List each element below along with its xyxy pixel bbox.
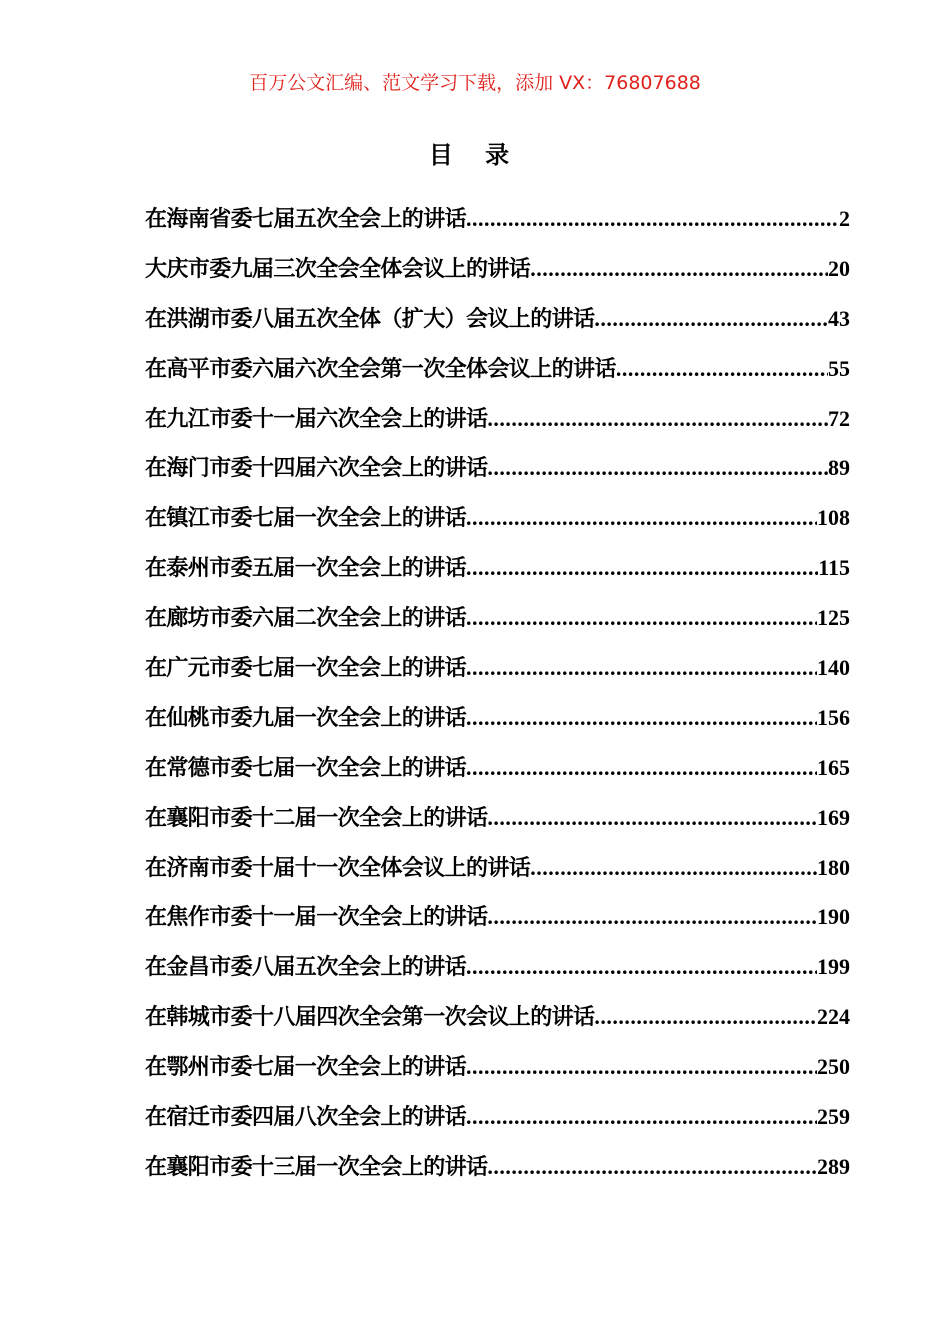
toc-entry-page: 2 [839, 206, 850, 231]
toc-dot-leader [466, 555, 818, 581]
toc-dot-leader [487, 805, 817, 831]
toc-entry[interactable] [145, 1000, 850, 1050]
toc-dot-leader [466, 954, 817, 980]
toc-entry[interactable] [145, 751, 850, 801]
toc-dot-leader [466, 206, 839, 232]
toc-entry[interactable] [145, 1100, 850, 1150]
toc-entry-title: 在襄阳市委十三届一次全会上的讲话 [145, 1154, 488, 1180]
toc-entry-title: 在鄂州市委七届一次全会上的讲话 [145, 1055, 467, 1081]
toc-entry-page: 108 [817, 505, 850, 531]
toc-entry-title: 在韩城市委十八届四次全会第一次会议上的讲话 [145, 1005, 595, 1031]
toc-entry[interactable] [145, 601, 850, 651]
toc-entry[interactable] [145, 701, 850, 751]
toc-entry[interactable] [145, 801, 850, 851]
toc-entry-page: 55 [828, 355, 850, 381]
toc-entry-page: 259 [817, 1104, 850, 1130]
toc-entry-title: 在海门市委十四届六次全会上的讲话 [145, 456, 488, 482]
toc-entry-title: 在九江市委十一届六次全会上的讲话 [145, 406, 488, 432]
toc-list [145, 202, 850, 1200]
toc-dot-leader [466, 705, 817, 731]
toc-entry-page: 156 [817, 704, 850, 730]
toc-dot-leader [466, 755, 817, 781]
toc-entry[interactable] [145, 651, 850, 701]
toc-entry-title: 在焦作市委十一届一次全会上的讲话 [145, 905, 488, 931]
toc-entry[interactable] [145, 551, 850, 601]
toc-entry-page: 20 [828, 255, 850, 281]
toc-entry-page: 125 [817, 605, 850, 631]
toc-dot-leader [487, 904, 817, 930]
toc-entry-title: 在廊坊市委六届二次全会上的讲话 [145, 606, 467, 632]
toc-entry[interactable] [145, 302, 850, 352]
toc-entry[interactable] [145, 1150, 850, 1200]
toc-entry[interactable] [145, 851, 850, 901]
toc-entry[interactable] [145, 900, 850, 950]
toc-entry-page: 140 [817, 655, 850, 681]
toc-entry-title: 在常德市委七届一次全会上的讲话 [145, 755, 467, 781]
toc-entry-page: 224 [817, 1004, 850, 1030]
toc-entry-page: 115 [818, 555, 850, 581]
toc-entry-page: 190 [817, 904, 850, 930]
toc-dot-leader [530, 855, 817, 881]
toc-entry-page: 169 [817, 804, 850, 830]
header-note: 百万公文汇编、范文学习下载，添加 VX：76807688 [249, 72, 701, 94]
toc-entry[interactable] [145, 501, 850, 551]
toc-entry-title: 在济南市委十届十一次全体会议上的讲话 [145, 855, 531, 881]
toc-entry-page: 250 [817, 1054, 850, 1080]
toc-entry-page: 165 [817, 754, 850, 780]
toc-dot-leader [594, 306, 828, 332]
toc-entry-page: 72 [828, 405, 850, 431]
toc-entry-title: 在仙桃市委九届一次全会上的讲话 [145, 705, 467, 731]
toc-entry-title: 在海南省委七届五次全会上的讲话 [145, 207, 467, 232]
toc-entry-page: 89 [828, 455, 850, 481]
toc-entry-page: 199 [817, 954, 850, 980]
toc-entry-title: 在高平市委六届六次全会第一次全体会议上的讲话 [145, 356, 616, 382]
toc-entry-page: 289 [817, 1153, 850, 1179]
toc-entry[interactable] [145, 352, 850, 402]
toc-entry[interactable] [145, 451, 850, 501]
toc-dot-leader [466, 605, 817, 631]
toc-dot-leader [487, 1154, 817, 1180]
toc-dot-leader [487, 455, 828, 481]
toc-dot-leader [530, 256, 828, 282]
toc-entry-title: 大庆市委九届三次全会全体会议上的讲话 [145, 256, 531, 282]
toc-entry-page: 180 [817, 854, 850, 880]
toc-dot-leader [487, 406, 828, 432]
toc-entry-title: 在广元市委七届一次全会上的讲话 [145, 656, 467, 682]
toc-entry-title: 在泰州市委五届一次全会上的讲话 [145, 556, 467, 582]
toc-entry-title: 在洪湖市委八届五次全体（扩大）会议上的讲话 [145, 306, 595, 332]
toc-dot-leader [466, 1104, 817, 1130]
toc-entry-page: 43 [828, 305, 850, 331]
toc-entry-title: 在襄阳市委十二届一次全会上的讲话 [145, 805, 488, 831]
toc-entry[interactable] [145, 202, 850, 252]
toc-entry[interactable] [145, 1050, 850, 1100]
toc-entry-title: 在宿迁市委四届八次全会上的讲话 [145, 1105, 467, 1131]
toc-entry-title: 在金昌市委八届五次全会上的讲话 [145, 955, 467, 981]
toc-entry[interactable] [145, 252, 850, 302]
toc-dot-leader [466, 1054, 817, 1080]
toc-dot-leader [616, 356, 828, 382]
toc-dot-leader [466, 505, 817, 531]
toc-entry-title: 在镇江市委七届一次全会上的讲话 [145, 506, 467, 532]
toc-dot-leader [466, 655, 817, 681]
toc-entry[interactable] [145, 402, 850, 452]
toc-dot-leader [594, 1004, 817, 1030]
toc-entry[interactable] [145, 950, 850, 1000]
toc-title: 目 录 [428, 141, 522, 169]
